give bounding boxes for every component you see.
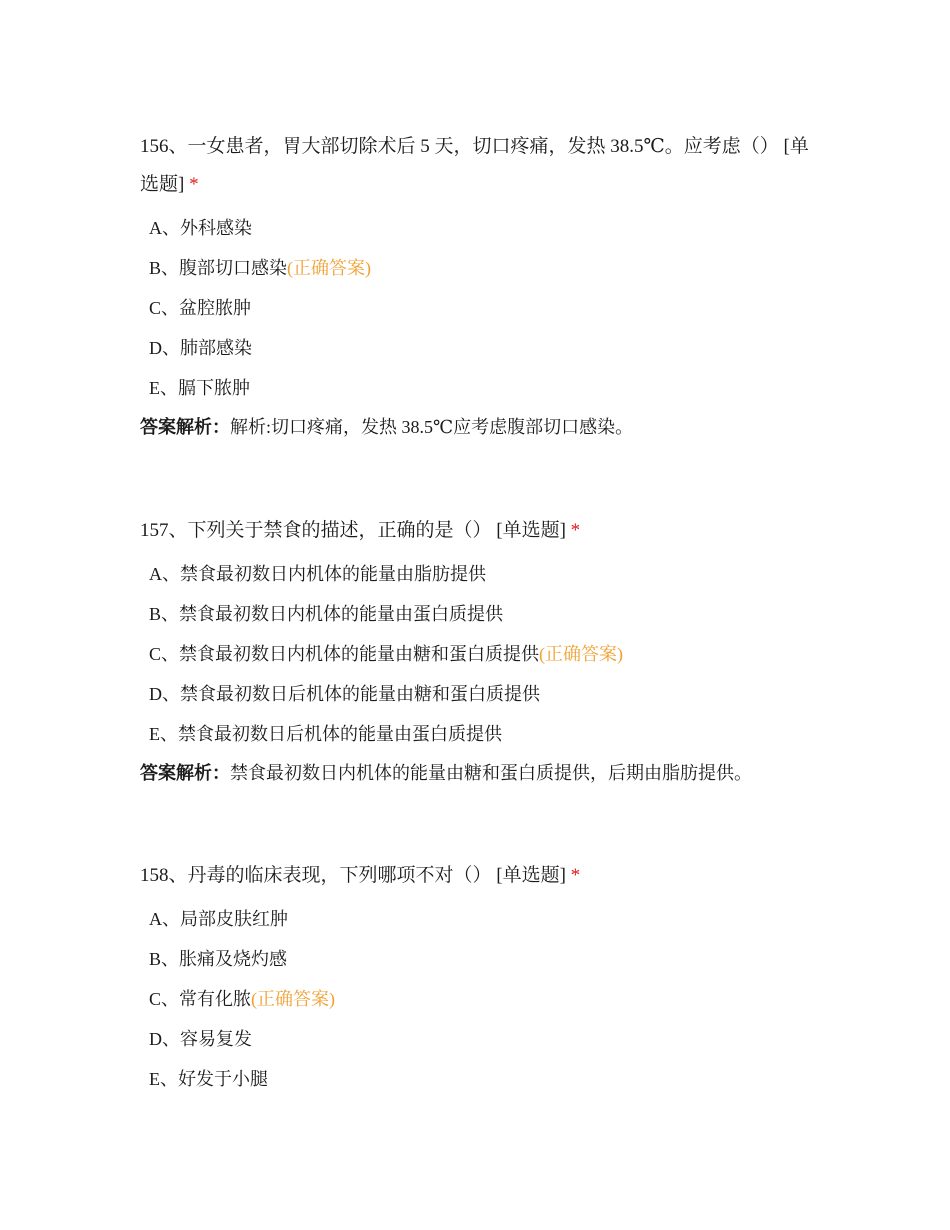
option-e[interactable]: [140, 368, 820, 408]
option-text: B、胀痛及烧灼感: [149, 949, 288, 969]
option-c[interactable]: [140, 634, 820, 674]
option-text: A、禁食最初数日内机体的能量由脂肪提供: [149, 564, 486, 584]
analysis-text: 禁食最初数日内机体的能量由糖和蛋白质提供，后期由脂肪提供。: [230, 763, 752, 783]
question-157: [140, 512, 820, 792]
option-a[interactable]: [140, 208, 820, 248]
analysis-label: 答案解析：: [140, 417, 230, 437]
option-b[interactable]: [140, 248, 820, 288]
option-text: C、常有化脓: [149, 989, 252, 1009]
option-text: D、容易复发: [149, 1029, 252, 1049]
question-title: [140, 857, 820, 895]
answer-analysis: [140, 408, 820, 446]
option-b[interactable]: [140, 939, 820, 979]
option-e[interactable]: [140, 1059, 820, 1099]
required-mark: *: [570, 865, 581, 886]
option-text: D、肺部感染: [149, 338, 252, 358]
analysis-label: 答案解析：: [140, 763, 230, 783]
option-text: E、好发于小腿: [149, 1069, 268, 1089]
option-text: C、禁食最初数日内机体的能量由糖和蛋白质提供: [149, 644, 540, 664]
option-text: E、禁食最初数日后机体的能量由蛋白质提供: [149, 724, 502, 744]
option-text: C、盆腔脓肿: [149, 298, 252, 318]
question-title: [140, 512, 820, 550]
option-d[interactable]: [140, 674, 820, 714]
option-c[interactable]: [140, 288, 820, 328]
question-text: 157、下列关于禁食的描述，正确的是（） [单选题]: [140, 520, 566, 541]
option-text: A、局部皮肤红肿: [149, 909, 288, 929]
question-title: [140, 128, 820, 204]
option-c[interactable]: [140, 979, 820, 1019]
option-a[interactable]: [140, 899, 820, 939]
option-d[interactable]: [140, 328, 820, 368]
question-156: [140, 128, 820, 446]
correct-answer-tag: (正确答案): [287, 258, 372, 278]
correct-answer-tag: (正确答案): [539, 644, 624, 664]
required-mark: *: [189, 174, 199, 195]
question-158: [140, 857, 820, 1099]
answer-analysis: [140, 754, 820, 792]
required-mark: *: [570, 520, 581, 541]
correct-answer-tag: (正确答案): [251, 989, 336, 1009]
option-e[interactable]: [140, 714, 820, 754]
option-text: E、膈下脓肿: [149, 378, 250, 398]
option-text: B、禁食最初数日内机体的能量由蛋白质提供: [149, 604, 504, 624]
option-d[interactable]: [140, 1019, 820, 1059]
option-text: B、腹部切口感染: [149, 258, 288, 278]
option-text: D、禁食最初数日后机体的能量由糖和蛋白质提供: [149, 684, 540, 704]
analysis-text: 解析:切口疼痛，发热 38.5℃应考虑腹部切口感染。: [230, 417, 634, 437]
option-text: A、外科感染: [149, 218, 252, 238]
option-b[interactable]: [140, 594, 820, 634]
question-text: 156、一女患者，胃大部切除术后 5 天，切口疼痛，发热 38.5℃。应考虑（） [单选题]: [140, 136, 809, 195]
option-a[interactable]: [140, 554, 820, 594]
question-text: 158、丹毒的临床表现，下列哪项不对（） [单选题]: [140, 865, 566, 886]
